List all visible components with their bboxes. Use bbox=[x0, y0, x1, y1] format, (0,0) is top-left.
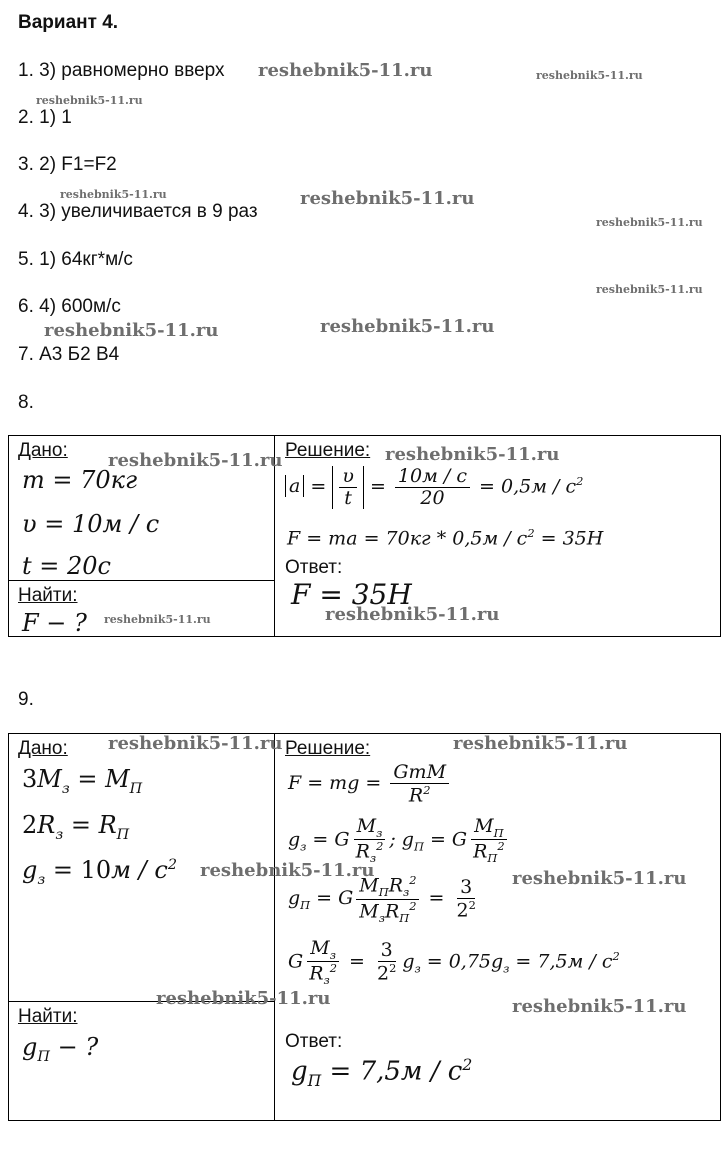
p9-find-text: − ? bbox=[57, 1033, 99, 1061]
answer-9-number: 9. bbox=[18, 689, 34, 710]
problem-9-divider bbox=[274, 733, 275, 1121]
watermark: reshebnik5-11.ru bbox=[36, 94, 143, 107]
watermark: reshebnik5-11.ru bbox=[596, 283, 703, 296]
watermark: reshebnik5-11.ru bbox=[512, 996, 687, 1017]
p8-given-label: Дано: bbox=[18, 440, 68, 461]
p8-eq1-frac2-den: 20 bbox=[420, 486, 445, 509]
answer-5: 5. 1) 64кг*м/с bbox=[18, 249, 133, 270]
p9-given-radius-ratio: $2R_з = R_П$ bbox=[22, 811, 130, 843]
p9-given-mass-ratio: $3M_з = M_П$ bbox=[22, 765, 143, 797]
p9-equation-2: $g_з = G$ $\frac{M_з}{R_з^2}$ ; $g_П = G$ $\frac{M_П}{R_П^2}$ bbox=[288, 815, 505, 866]
p9-equation-3: $g_П = G$ $\frac{M_ПR_з^2}{M_зR_П^2}$ = $\frac{3}{2^2}$ bbox=[288, 873, 476, 925]
p8-eq1-frac-num: υ bbox=[339, 466, 357, 488]
watermark: reshebnik5-11.ru bbox=[108, 733, 283, 754]
watermark: reshebnik5-11.ru bbox=[385, 444, 560, 465]
answer-4: 4. 3) увеличивается в 9 раз bbox=[18, 201, 258, 222]
p9-equation-1: F = mg = $\frac{\text{GmM}}{R^2}$ bbox=[288, 762, 452, 806]
p8-answer-value: F = 35Н bbox=[291, 578, 412, 611]
p8-eq1-frac2-num: 10м / с bbox=[395, 466, 470, 488]
p8-equation-1: a = $\frac{\upsilon}{t}$ = $\frac{10м / с}{20}$ = $0,5м / с^2$ bbox=[285, 466, 583, 509]
watermark: reshebnik5-11.ru bbox=[536, 69, 643, 82]
watermark: reshebnik5-11.ru bbox=[44, 320, 219, 341]
answer-2: 2. 1) 1 bbox=[18, 107, 72, 128]
p8-given-time: t = 20с bbox=[22, 552, 111, 580]
p8-eq1-frac-den: t bbox=[344, 486, 352, 509]
p8-answer-label: Ответ: bbox=[285, 557, 343, 578]
p8-eq1-abs-a: a bbox=[285, 475, 304, 497]
p9-solution-label: Решение: bbox=[285, 738, 371, 759]
watermark: reshebnik5-11.ru bbox=[325, 604, 500, 625]
p9-answer-value: $g_П = 7,5м / с^2$ bbox=[291, 1056, 473, 1090]
page-title: Вариант 4. bbox=[18, 12, 119, 33]
answer-6: 6. 4) 600м/с bbox=[18, 296, 121, 317]
answer-8-number: 8. bbox=[18, 392, 34, 413]
watermark: reshebnik5-11.ru bbox=[200, 860, 375, 881]
watermark: reshebnik5-11.ru bbox=[512, 868, 687, 889]
p8-eq1-result: = 0,5м / с bbox=[479, 475, 577, 498]
p8-eq2-text: F = ma = 70кг * 0,5м / с bbox=[287, 527, 528, 550]
p8-equation-2: F = ma = $70кг * 0,5м / с^2 = 35Н$ bbox=[287, 526, 604, 550]
watermark: reshebnik5-11.ru bbox=[156, 988, 331, 1009]
watermark: reshebnik5-11.ru bbox=[453, 733, 628, 754]
watermark: reshebnik5-11.ru bbox=[596, 216, 703, 229]
answer-3: 3. 2) F1=F2 bbox=[18, 154, 117, 175]
answer-7: 7. А3 Б2 В4 bbox=[18, 344, 120, 365]
p9-find-value: $g_П$ − ? bbox=[22, 1033, 99, 1065]
p9-given-label: Дано: bbox=[18, 738, 68, 759]
watermark: reshebnik5-11.ru bbox=[60, 188, 167, 201]
p8-solution-label: Решение: bbox=[285, 440, 371, 461]
watermark: reshebnik5-11.ru bbox=[108, 450, 283, 471]
p8-find-value: F − ? bbox=[22, 609, 87, 637]
p8-find-label: Найти: bbox=[18, 585, 78, 606]
p8-eq2-tail: = 35Н bbox=[534, 527, 604, 550]
watermark: reshebnik5-11.ru bbox=[258, 60, 433, 81]
watermark: reshebnik5-11.ru bbox=[104, 613, 211, 626]
p9-given-gravity: $g_з = 10м / с^2$ bbox=[22, 856, 177, 888]
p8-given-mass: m = 70кг bbox=[22, 466, 138, 494]
p8-given-velocity: υ = 10м / с bbox=[22, 510, 160, 538]
watermark: reshebnik5-11.ru bbox=[300, 188, 475, 209]
p9-answer-label: Ответ: bbox=[285, 1031, 343, 1052]
p9-find-label: Найти: bbox=[18, 1006, 78, 1027]
answer-1: 1. 3) равномерно вверх bbox=[18, 60, 225, 81]
p9-answer-text: = 7,5м / с bbox=[329, 1056, 463, 1087]
problem-8-given-find-divider bbox=[8, 580, 275, 581]
watermark: reshebnik5-11.ru bbox=[320, 316, 495, 337]
p9-equation-4: G $\frac{M_з}{R_з^2}$ = $\frac{3}{2^2}$ $g_з = 0,75g_з = 7,5м / с^2$ bbox=[288, 937, 620, 988]
